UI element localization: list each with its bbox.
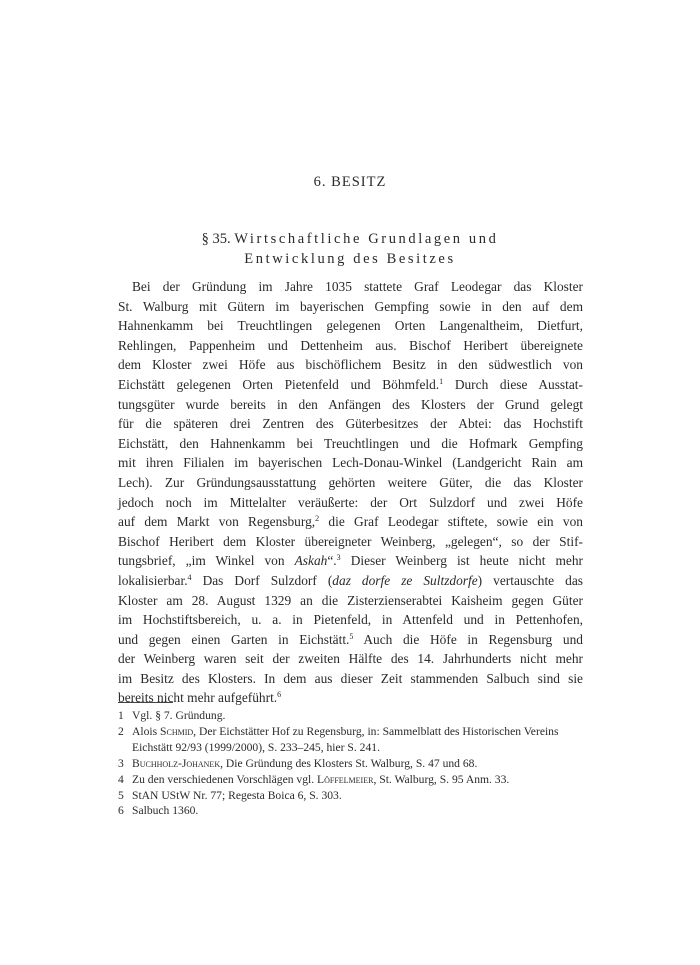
body-line	[118, 688, 583, 708]
body-text-segment: ) vertauschte das	[477, 572, 583, 588]
footnote-ref[interactable]: 4	[187, 572, 192, 582]
footnotes	[118, 708, 588, 819]
section-heading	[110, 229, 590, 269]
footnote-ref[interactable]: 3	[336, 553, 341, 563]
footnote-number: 1	[118, 709, 124, 722]
footnote	[118, 772, 588, 788]
footnote-number: 2	[118, 724, 124, 738]
body-line: Rehlingen, Pappenheim und Dettenheim aus. Bischof Heribert übereignete	[118, 337, 583, 353]
footnote-ref[interactable]: 1	[439, 376, 444, 386]
body-line: Hahnenkamm bei Treuchtlingen gelegenen Orten Langenaltheim, Dietfurt,	[118, 318, 583, 334]
body-line: jedoch noch im Mittelalter veräußerte: der Ort Sulzdorf und zwei Höfe	[118, 494, 583, 510]
footnote	[118, 724, 588, 756]
footnote	[118, 756, 588, 772]
footnote	[118, 708, 588, 724]
footnote-text-segment: , St. Walburg, S. 95 Anm. 33.	[373, 772, 510, 786]
footnote-text	[132, 724, 588, 756]
footnote-number: 4	[118, 772, 124, 786]
body-text-segment: “.	[327, 553, 337, 569]
footnote-number: 5	[118, 788, 124, 802]
body-text-segment: Dieser Weinberg ist heute nicht mehr	[350, 553, 583, 569]
footnote	[118, 803, 588, 819]
footnote-ref[interactable]: 6	[277, 690, 282, 700]
italic-text: Askah	[294, 553, 328, 569]
body-line: Lech). Zur Gründungsausstattung gehörten weitere Güter, die das Kloster	[118, 474, 583, 490]
body-text-segment: die Graf Leodegar stiftete, sowie ein von	[328, 514, 583, 530]
footnote-text	[132, 788, 342, 804]
body-text-segment: bereits nicht mehr aufgeführt.	[118, 690, 278, 706]
body-line: der Weinberg waren seit der zweiten Hälfte des 14. Jahrhunderts nicht mehr	[118, 651, 583, 667]
body-text-segment: tungsbrief, „im Winkel von	[118, 553, 295, 569]
footnote-text-segment: StAN UStW Nr. 77; Regesta Boica 6, S. 303.	[132, 788, 342, 802]
body-text-segment: lokalisierbar.	[118, 572, 188, 588]
body-line	[118, 375, 583, 395]
footnote-ref[interactable]: 5	[349, 631, 354, 641]
footnote-divider	[118, 702, 173, 703]
body-text-segment: Das Dorf Sulzdorf (	[202, 572, 333, 588]
body-line: Bischof Heribert dem Kloster übereigneter Weinberg, „gelegen“, so der Stif-	[118, 533, 583, 549]
footnote-text-segment: , Die Gründung des Klosters St. Walburg, S. 47 und 68.	[220, 756, 478, 770]
body-line	[118, 551, 583, 571]
section-number: § 35.	[201, 231, 231, 247]
body-line: im Besitz des Klosters. In dem aus dieser Zeit stammenden Salbuch sind sie	[118, 670, 583, 686]
body-line: St. Walburg mit Gütern im bayerischen Gempfing sowie in den auf dem	[118, 298, 583, 314]
footnote-text-segment: Salbuch 1360.	[132, 804, 199, 818]
body-line: dem Kloster zwei Höfe aus bischöflichem Besitz in den südwestlich von	[118, 357, 583, 373]
footnote-text-segment: Zu den verschiedenen Vorschlägen vgl.	[132, 772, 318, 786]
footnote-text	[132, 803, 198, 819]
footnote-text-segment: Vgl. § 7. Gründung.	[132, 709, 226, 722]
footnote-number: 6	[118, 804, 124, 818]
body-text-segment: auf dem Markt von Regensburg,	[118, 514, 316, 530]
section-title-part-1: Wirtschaftliche Grundlagen und	[234, 231, 499, 247]
section-heading-line-1	[110, 229, 590, 249]
footnote-text	[132, 708, 225, 724]
footnote-ref[interactable]: 2	[315, 514, 320, 524]
body-text	[118, 277, 583, 708]
footnote-author: Löffelmeier	[317, 772, 374, 786]
italic-text: daz dorfe ze Sultzdorfe	[332, 572, 478, 588]
footnote-text-segment: , Der Eichstätter Hof zu Regensburg, in: Sammelblatt des Historischen Vereins Eichstätt 92/93 (1999/2000), S. 233–245, hier S. 241.	[132, 724, 559, 754]
body-line	[118, 571, 583, 591]
body-line: im Hochstiftsbereich, u. a. in Pietenfeld, in Attenfeld und in Pettenhofen,	[118, 612, 583, 628]
footnote-author: Schmid	[160, 724, 194, 738]
footnote-text-segment: Alois	[132, 724, 161, 738]
body-line: tungsgüter wurde bereits in den Anfängen des Klosters der Grund gelegt	[118, 396, 583, 412]
footnote-text	[132, 772, 509, 788]
body-line: mit ihren Filialen im bayerischen Lech-Donau-Winkel (Landgericht Rain am	[118, 455, 583, 471]
footnote-number: 3	[118, 756, 124, 770]
body-line	[118, 512, 583, 532]
body-text-segment: Auch die Höfe in Regensburg und	[363, 631, 583, 647]
body-line: Kloster am 28. August 1329 an die Zisterzienserabtei Kaisheim gegen Güter	[118, 592, 583, 608]
body-line: Bei der Gründung im Jahre 1035 stattete Graf Leodegar das Kloster	[132, 279, 583, 294]
body-text-segment: und gegen einen Garten in Eichstätt.	[118, 631, 350, 647]
body-text-segment: Durch diese Ausstat-	[454, 376, 583, 392]
section-title-part-2: Entwicklung des Besitzes	[244, 251, 456, 267]
footnote-author: Buchholz-Johanek	[132, 756, 221, 770]
footnote-text	[132, 756, 477, 772]
chapter-title: 6. BESITZ	[313, 174, 387, 190]
footnote	[118, 788, 588, 804]
body-text-segment: Eichstätt gelegenen Orten Pietenfeld und Böhmfeld.	[118, 376, 440, 392]
body-line: für die späteren drei Zentren des Güterbesitzes der Abtei: das Hochstift	[118, 416, 583, 432]
body-line	[118, 630, 583, 650]
body-line: Eichstätt, den Hahnenkamm bei Treuchtlingen und die Hofmark Gempfing	[118, 435, 583, 451]
